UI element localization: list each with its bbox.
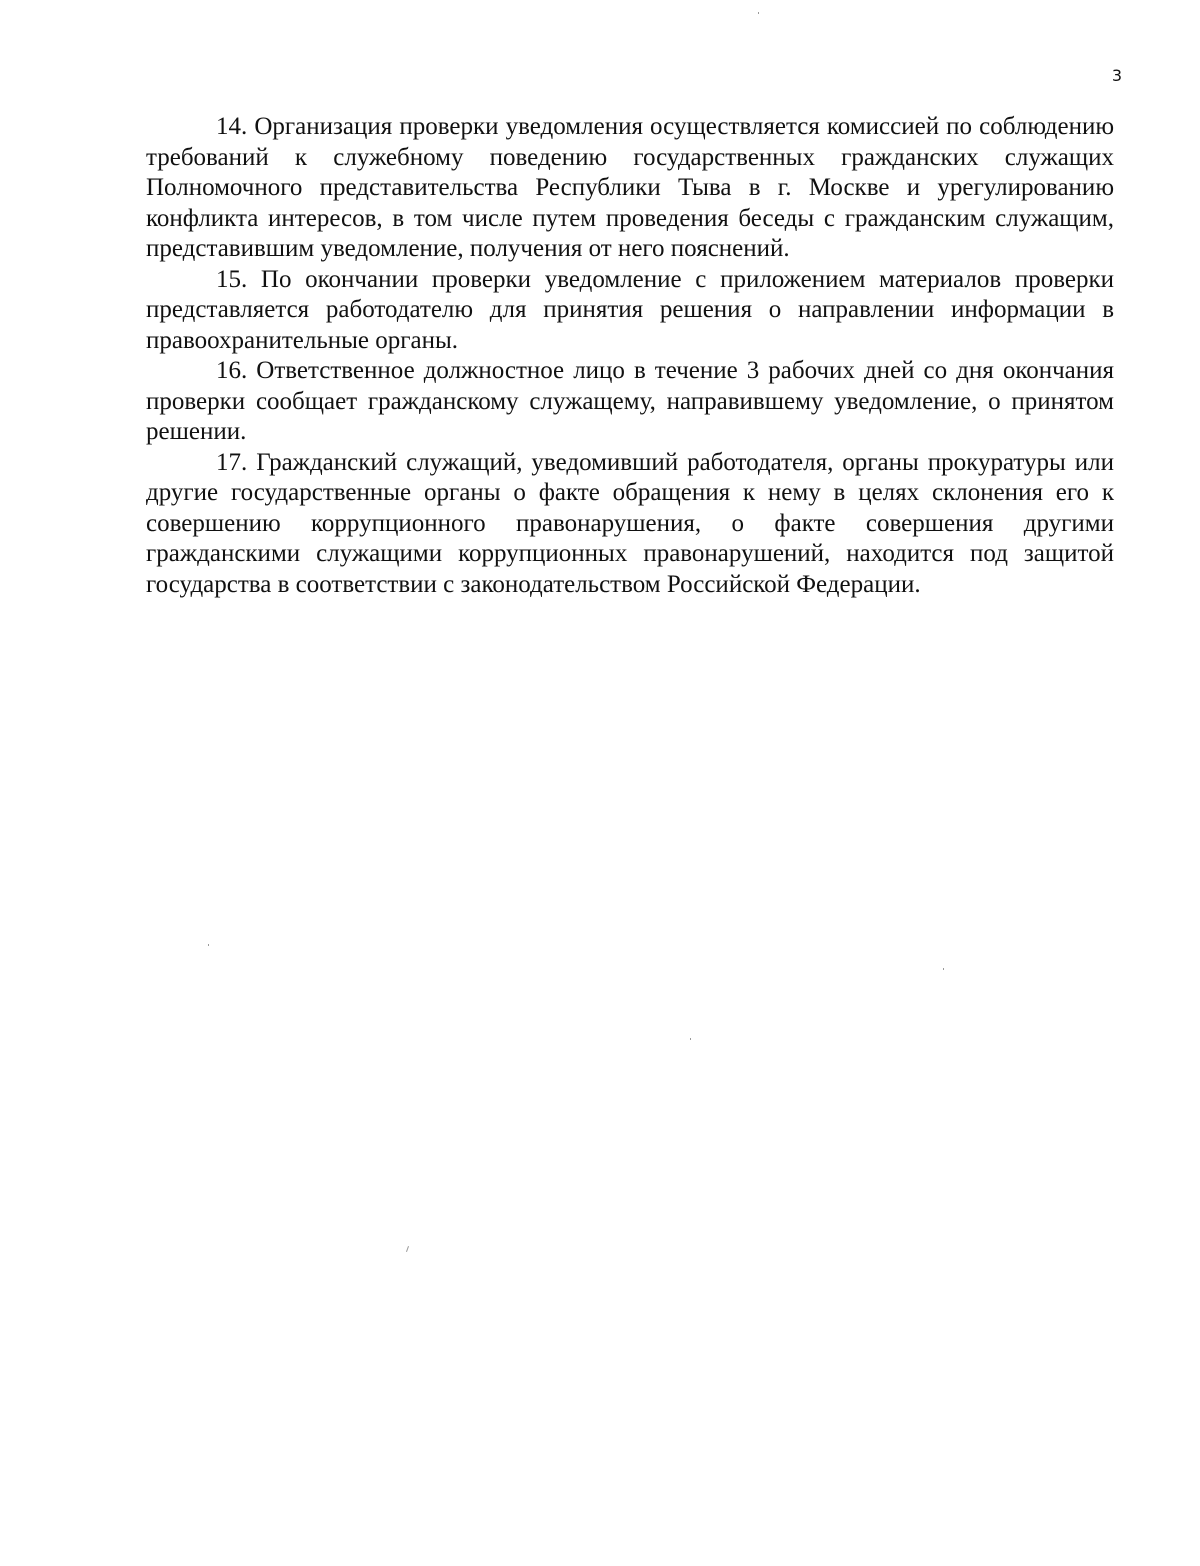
paragraph-15: 15. По окончании проверки уведомление с приложением материалов проверки представляется работодателю для принятия решения о направлении информации в правоохранительные органы. xyxy=(146,265,1114,354)
paragraph-16: 16. Ответственное должностное лицо в течение 3 рабочих дней со дня окончания проверки сообщает гражданскому служащему, направившему уведомление, о принятом решении. xyxy=(146,357,1114,445)
scan-speck xyxy=(208,944,209,946)
paragraph-14: 14. Организация проверки уведомления осуществляется комиссией по соблюдению требований к служебному поведению государственных гражданских служащих Полномочного представительства Республики Тыва в г. Москве и урегулированию конфликта интересов, в том числе путем проведения беседы с гражданским служащим, представившим уведомление, получения от него пояснений. xyxy=(146,113,1114,262)
scan-speck xyxy=(406,1246,409,1252)
document-body xyxy=(146,112,1114,600)
scan-speck xyxy=(758,12,759,14)
scan-speck xyxy=(690,1038,691,1040)
paragraph-17: 17. Гражданский служащий, уведомивший работодателя, органы прокуратуры или другие государственные органы о факте обращения к нему в целях склонения его к совершению коррупционного правонарушения, о факте совершения другими гражданскими служащими коррупционных правонарушений, находится под защитой государства в соответствии с законодательством Российской Федерации. xyxy=(146,448,1114,598)
page-number: 3 xyxy=(1111,66,1122,85)
scan-speck xyxy=(943,968,944,970)
